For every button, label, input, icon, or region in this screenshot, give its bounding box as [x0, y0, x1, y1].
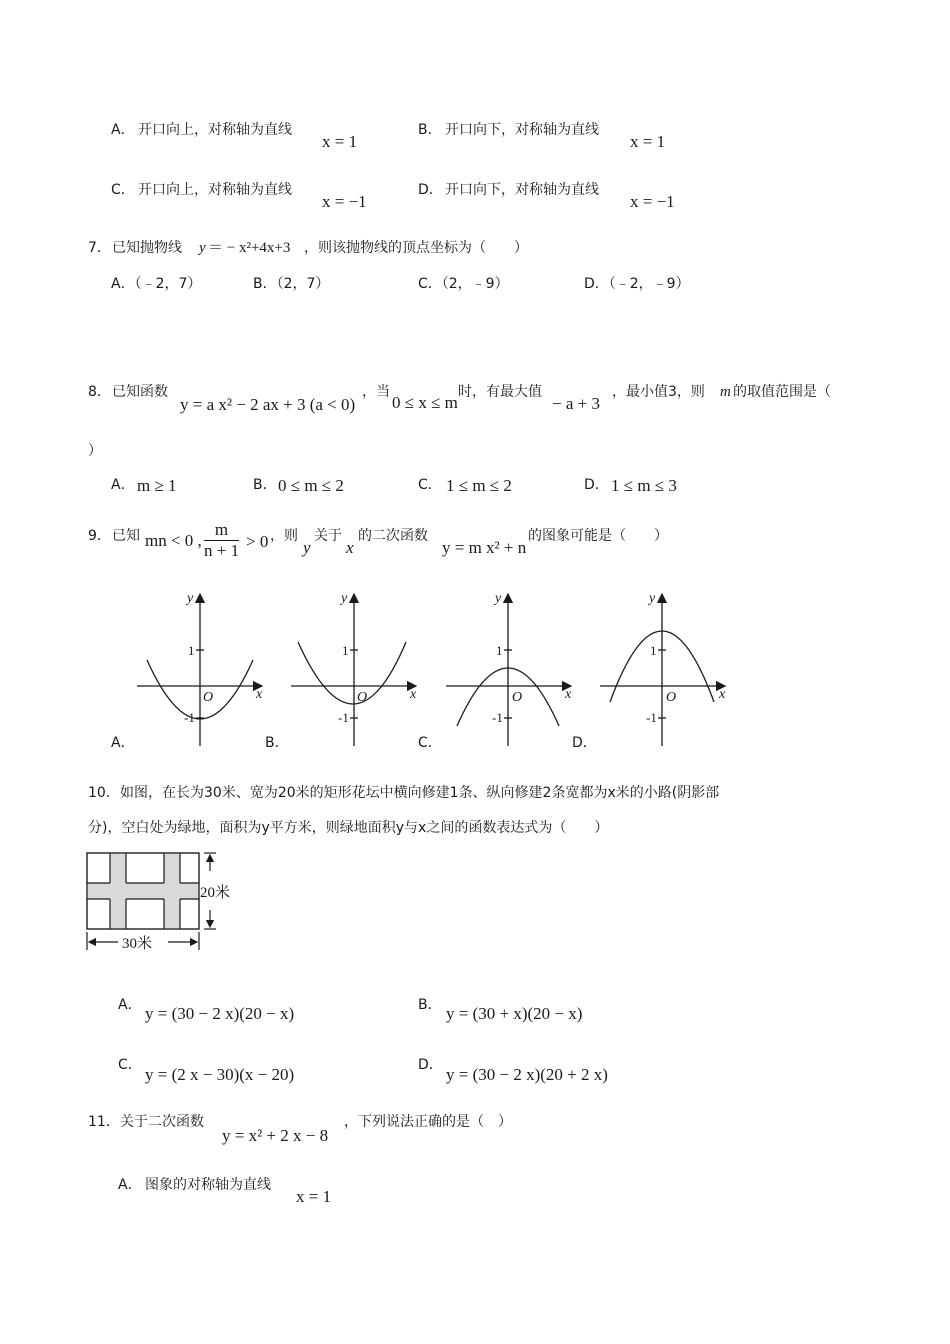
q8-stem-e: 的取值范围是（ — [733, 384, 831, 400]
q7-stem-math: ＝ − x²+4x+3 — [208, 240, 291, 256]
q10-figure — [80, 846, 250, 956]
q8-range: 0 ≤ x ≤ m — [392, 393, 458, 412]
q10-option-c-math: y = (2 x − 30)(x − 20) — [145, 1065, 295, 1084]
q9-stem-d: 的二次函数 — [358, 528, 428, 544]
q7-option-a: A．（﹣2，7） — [111, 276, 202, 292]
q10-option-d-label: D． — [418, 1057, 443, 1073]
q9-stem-e: 的图象可能是（ ） — [528, 528, 668, 544]
q10-option-b-math: y = (30 + x)(20 − x) — [446, 1004, 583, 1023]
q9-graph-c — [446, 594, 571, 746]
q9-graph-d-x-label: x — [719, 687, 726, 702]
q7-stem-b: ，则该抛物线的顶点坐标为（ ） — [304, 240, 528, 256]
q9-option-d-label: D． — [572, 735, 597, 751]
q8-stem-b: ，当 — [362, 384, 390, 400]
q9-graph-b-neg-one: -1 — [338, 710, 349, 725]
q9-option-a-label: A． — [111, 735, 135, 751]
q7-stem-a: 已知抛物线 — [112, 240, 182, 256]
q9-graph-b-origin: O — [357, 690, 368, 705]
q9-option-b-label: B． — [265, 735, 289, 751]
q6-option-a-label: A． — [111, 122, 135, 138]
q10-option-d-math: y = (30 − 2 x)(20 + 2 x) — [446, 1065, 608, 1084]
q8-option-a-math: m ≥ 1 — [137, 476, 177, 495]
q9-graph-a-y-label: y — [187, 591, 194, 606]
q10-option-a-math: y = (30 − 2 x)(20 − x) — [145, 1004, 295, 1023]
q8-stem-a: 已知函数 — [112, 384, 168, 400]
q9-graph-d-y-label: y — [649, 591, 656, 606]
q10-option-c-label: C． — [118, 1057, 142, 1073]
q9-condition-2: > 0 — [246, 532, 269, 551]
q9-graph-d-neg-one: -1 — [646, 710, 657, 725]
q11-option-a-math: x = 1 — [296, 1187, 332, 1206]
q9-fraction-numerator: m — [204, 520, 239, 541]
q9-graph-b-x-label: x — [410, 687, 417, 702]
q8-option-d-math: 1 ≤ m ≤ 3 — [611, 476, 677, 495]
q9-graphs — [0, 580, 950, 760]
q8-option-b-math: 0 ≤ m ≤ 2 — [278, 476, 344, 495]
q9-graph-d-one: 1 — [650, 643, 657, 658]
q8-option-c-label: C． — [418, 477, 442, 493]
q8-option-a-label: A． — [111, 477, 135, 493]
q6-option-a-text: 开口向上，对称轴为直线 — [138, 122, 292, 138]
q10-option-a-label: A． — [118, 997, 142, 1013]
q9-number: 9． — [88, 528, 111, 544]
q9-graph-c-y-label: y — [495, 591, 502, 606]
q8-option-b-label: B． — [253, 477, 277, 493]
q11-number: 11． — [88, 1114, 120, 1130]
q6-option-b-math: x = 1 — [630, 132, 666, 151]
q6-option-d-text: 开口向下，对称轴为直线 — [445, 182, 599, 198]
q9-graph-b — [291, 594, 416, 746]
q6-option-d-math: x = −1 — [630, 192, 675, 211]
q9-condition-1: mn < 0 , — [145, 531, 202, 550]
q6-option-c-math: x = −1 — [322, 192, 367, 211]
q6-option-a-math: x = 1 — [322, 132, 358, 151]
q9-stem-c: 关于 — [314, 528, 342, 544]
q8-option-d-label: D． — [584, 477, 609, 493]
q8-max-value: − a + 3 — [552, 394, 600, 413]
q8-option-c-math: 1 ≤ m ≤ 2 — [446, 476, 512, 495]
q9-option-c-label: C． — [418, 735, 442, 751]
q6-option-c-label: C． — [111, 182, 135, 198]
q7-option-b: B．（2，7） — [253, 276, 330, 292]
q7-option-c: C．（2，﹣9） — [418, 276, 509, 292]
q9-graph-c-origin: O — [512, 690, 523, 705]
q9-stem-a: 已知 — [112, 528, 140, 544]
q7-number: 7． — [88, 240, 111, 256]
q9-fraction-denominator: n + 1 — [204, 541, 240, 560]
q9-graph-b-y-label: y — [341, 591, 348, 606]
q6-option-b-label: B． — [418, 122, 442, 138]
q9-graph-a-origin: O — [203, 690, 214, 705]
q10-number: 10． — [88, 785, 120, 801]
q8-number: 8． — [88, 384, 111, 400]
q9-graph-d-origin: O — [666, 690, 677, 705]
q6-option-b-text: 开口向下，对称轴为直线 — [445, 122, 599, 138]
q9-graph-c-neg-one: -1 — [492, 710, 503, 725]
q10-line-1: 如图，在长为30米、宽为20米的矩形花坛中横向修建1条、纵向修建2条宽都为x米的小路(阴影部 — [120, 785, 720, 801]
q8-stem-c: 时，有最大值 — [458, 384, 542, 400]
q10-horizontal-path — [87, 883, 199, 899]
q6-option-d-label: D． — [418, 182, 443, 198]
q9-stem-b: ，则 — [270, 528, 298, 544]
q6-option-c-text: 开口向上，对称轴为直线 — [138, 182, 292, 198]
q9-graph-a — [137, 594, 262, 746]
q7-stem-y: y — [199, 240, 206, 256]
q9-graph-d — [600, 594, 725, 746]
q9-graph-c-one: 1 — [496, 643, 503, 658]
q11-function: y = x² + 2 x − 8 — [222, 1126, 329, 1145]
q9-graph-a-neg-one: -1 — [184, 710, 195, 725]
q11-stem-a: 关于二次函数 — [120, 1114, 204, 1130]
q9-function: y = m x² + n — [442, 538, 527, 557]
q9-graph-a-one: 1 — [188, 643, 195, 658]
q8-close-paren: ） — [88, 443, 102, 459]
q10-vertical-path-1 — [110, 853, 126, 929]
q11-stem-b: ，下列说法正确的是（ ） — [344, 1114, 512, 1130]
q11-option-a-label: A． — [118, 1177, 142, 1193]
q9-graph-a-x-label: x — [256, 687, 263, 702]
q10-vertical-path-2 — [164, 853, 180, 929]
q10-width-label: 30米 — [122, 936, 153, 952]
q8-stem-d: ，最小值3，则 — [612, 384, 705, 400]
q10-line-2: 分)，空白处为绿地，面积为y平方米，则绿地面积y与x之间的函数表达式为（ ） — [88, 820, 609, 836]
q7-option-d: D．（﹣2，﹣9） — [584, 276, 690, 292]
q10-height-label: 20米 — [200, 885, 231, 901]
q9-fraction — [204, 520, 239, 561]
q9-graph-b-one: 1 — [342, 643, 349, 658]
q9-graph-c-x-label: x — [565, 687, 572, 702]
q9-y-var: y — [303, 538, 311, 557]
q11-option-a-text: 图象的对称轴为直线 — [145, 1177, 271, 1193]
q9-x-var: x — [346, 538, 354, 557]
q8-m-var: m — [720, 384, 731, 400]
q8-function: y = a x² − 2 ax + 3 (a < 0) — [180, 395, 356, 414]
q10-option-b-label: B． — [418, 997, 442, 1013]
